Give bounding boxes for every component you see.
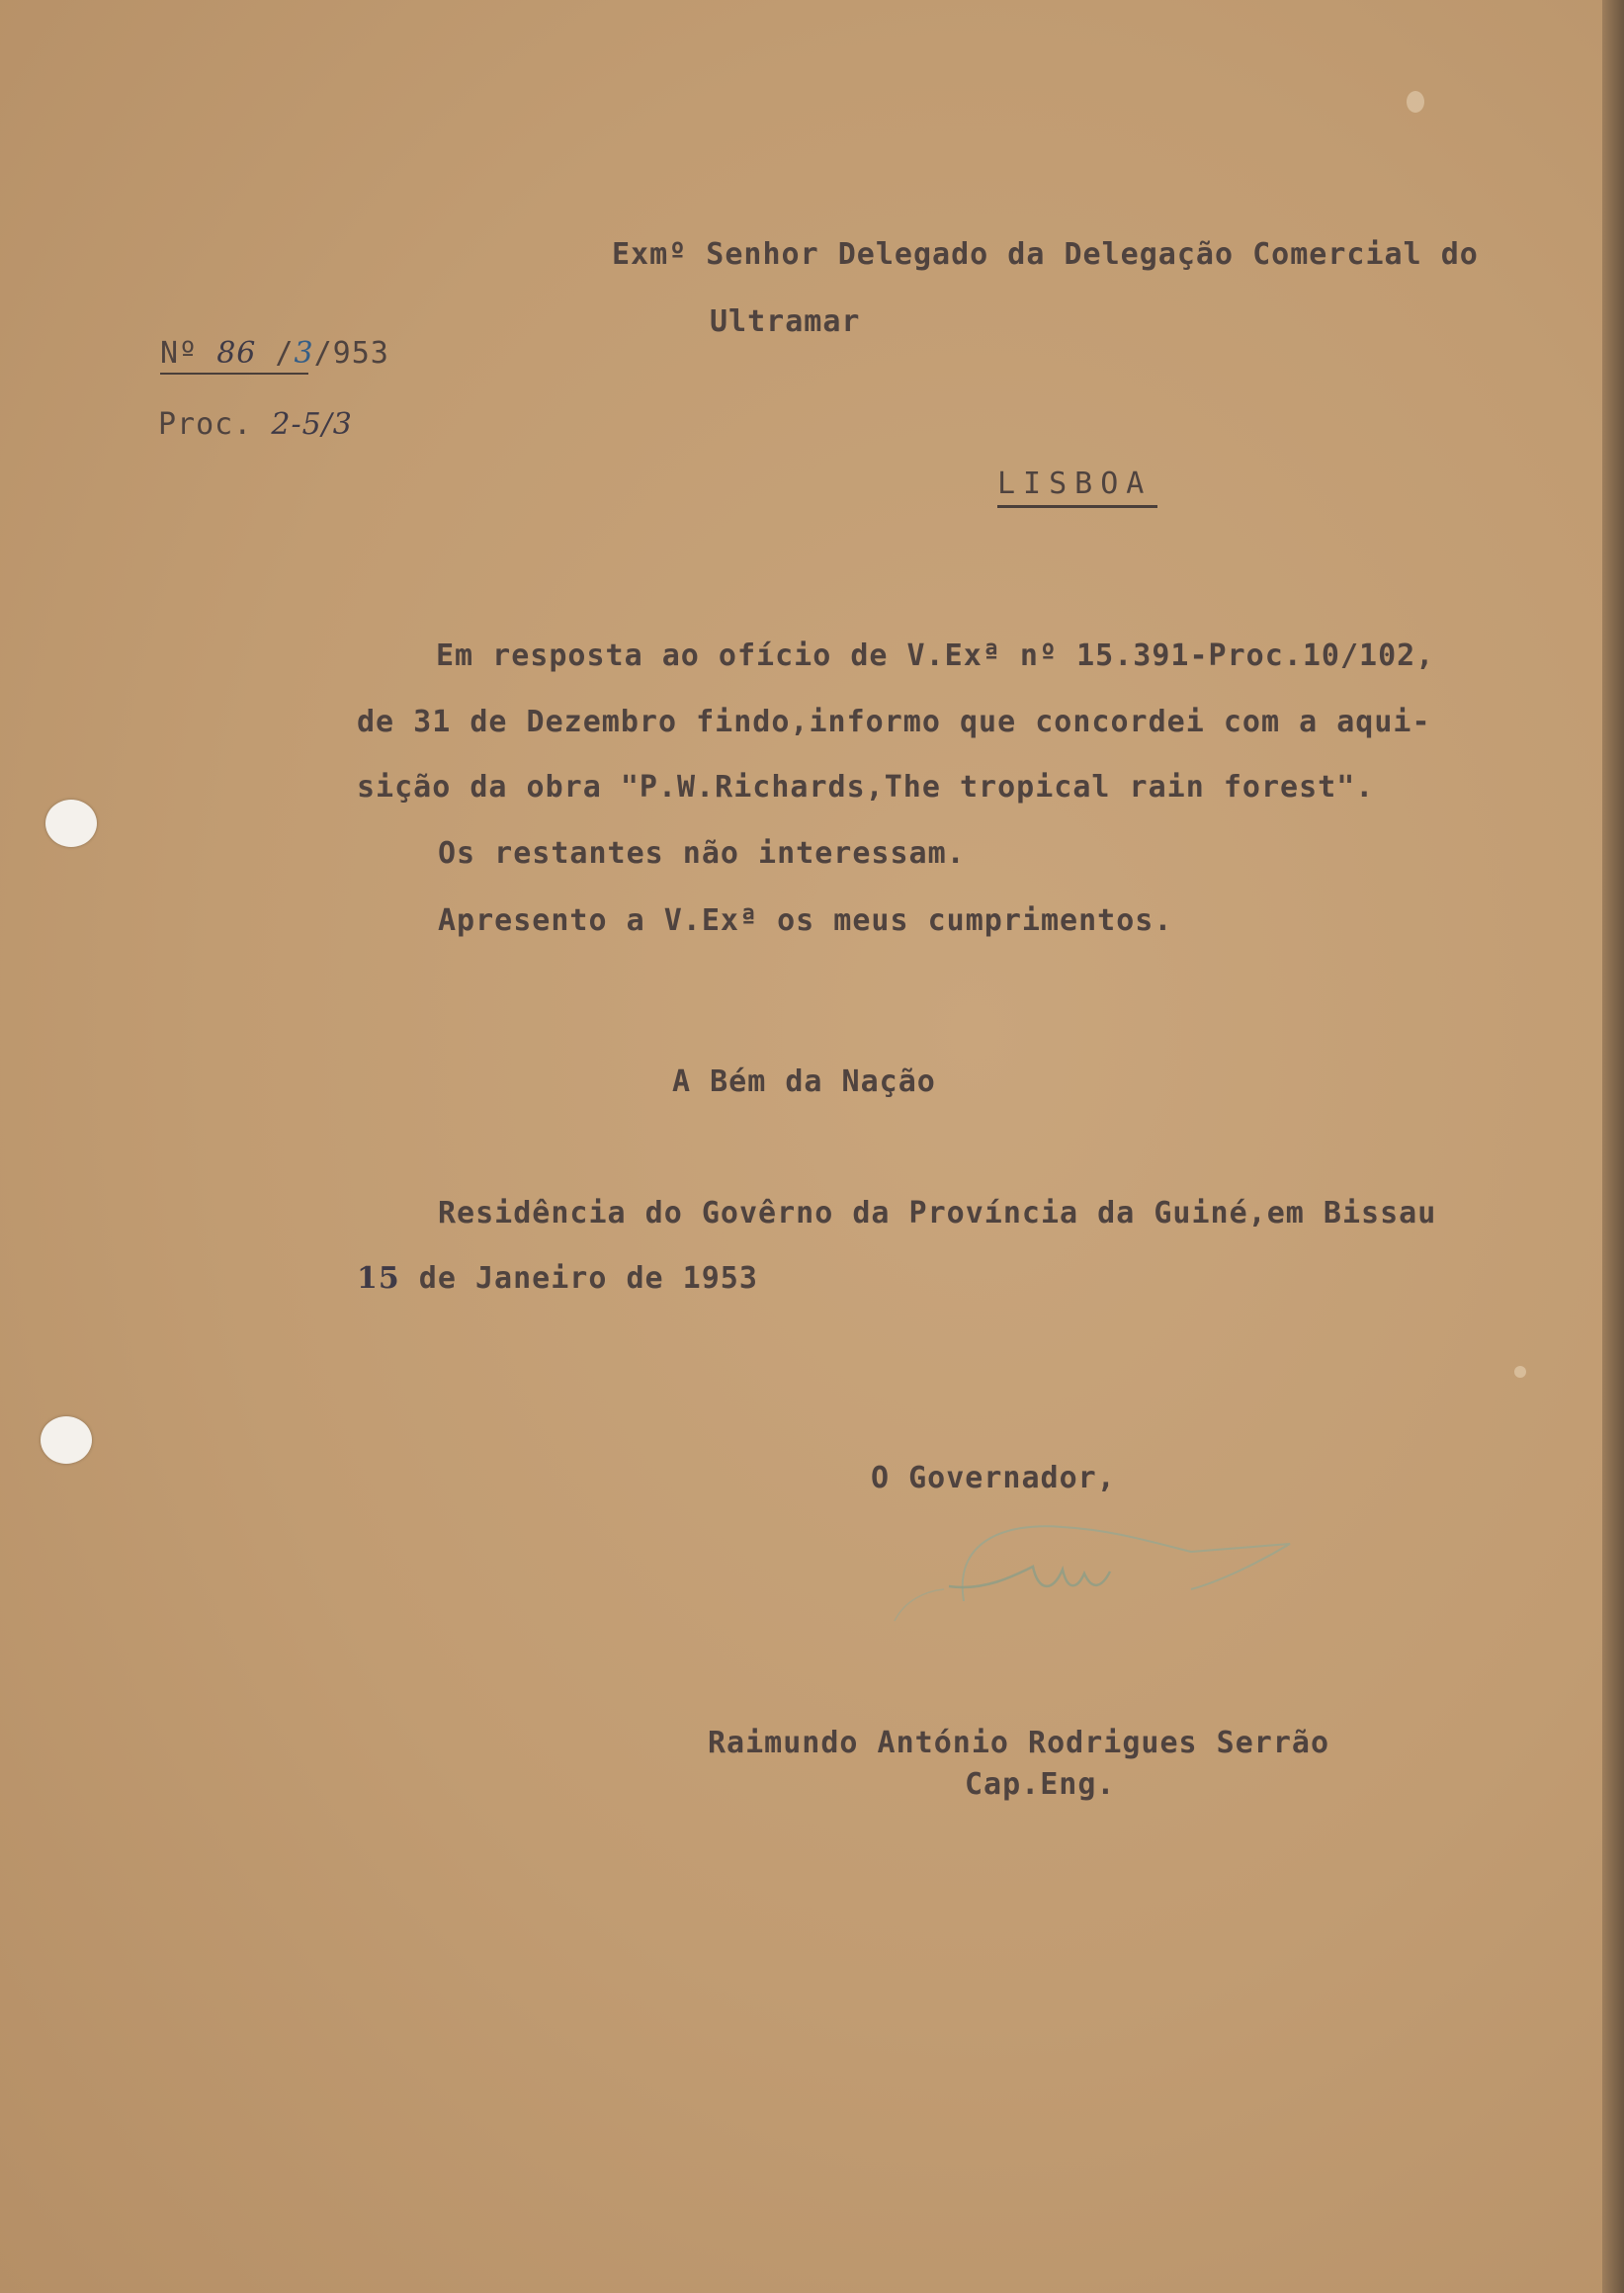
reference-blue-number: 3 xyxy=(294,336,314,371)
signer-name: Raimundo António Rodrigues Serrão xyxy=(708,1726,1330,1760)
body-line-4: Os restantes não interessam. xyxy=(438,836,966,871)
motto: A Bém da Nação xyxy=(672,1064,936,1099)
reference-handwritten-number: 86 xyxy=(216,336,257,371)
date-day-handwritten: 15 xyxy=(357,1261,400,1296)
signature-icon xyxy=(865,1483,1300,1631)
page-edge-shadow xyxy=(1602,0,1624,2293)
proc-label: Proc. xyxy=(158,407,272,442)
body-line-5: Apresento a V.Exª os meus cumprimentos. xyxy=(438,903,1173,938)
reference-separator: / xyxy=(256,336,295,371)
body-line-2: de 31 de Dezembro findo,informo que concordei com a aqui- xyxy=(357,705,1431,739)
punch-hole-bottom xyxy=(41,1416,92,1464)
reference-proc xyxy=(158,407,353,442)
proc-handwritten: 2-5/3 xyxy=(271,407,353,442)
body-line-1: Em resposta ao ofício de V.Exª nº 15.391-Proc.10/102, xyxy=(436,638,1435,673)
addressee-line-2: Ultramar xyxy=(710,304,861,339)
body-line-3: sição da obra "P.W.Richards,The tropical rain forest". xyxy=(357,770,1375,805)
paper-spot xyxy=(1407,91,1424,113)
signer-rank: Cap.Eng. xyxy=(965,1767,1116,1802)
paper-spot xyxy=(1514,1366,1526,1378)
destination-city: LISBOA xyxy=(997,467,1157,508)
reference-underline xyxy=(160,373,308,375)
place-line: Residência do Govêrno da Província da Guiné,em Bissau xyxy=(438,1196,1437,1231)
date-line xyxy=(357,1261,758,1296)
reference-prefix: Nº xyxy=(160,336,217,371)
date-rest: de Janeiro de 1953 xyxy=(399,1261,758,1296)
punch-hole-top xyxy=(45,800,97,847)
reference-number xyxy=(160,336,389,371)
reference-year: /953 xyxy=(313,336,389,371)
closing: O Governador, xyxy=(871,1461,1116,1495)
addressee-line-1: Exmº Senhor Delegado da Delegação Comercial do xyxy=(612,237,1479,272)
